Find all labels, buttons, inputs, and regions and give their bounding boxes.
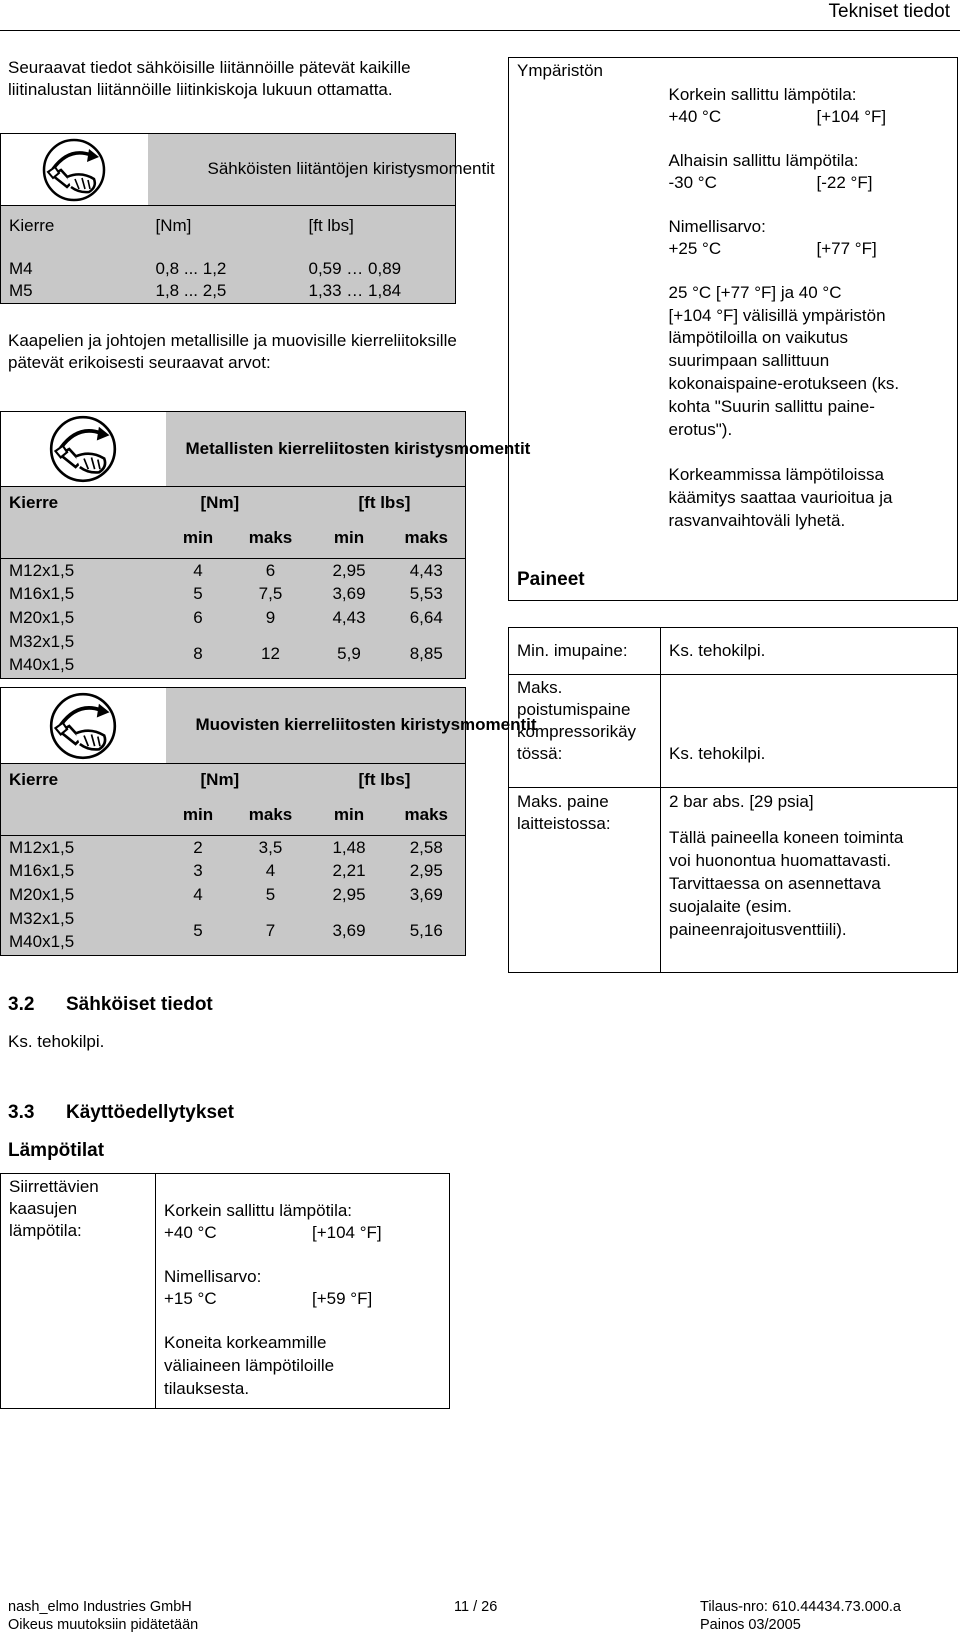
gas-max-label: Korkein sallittu lämpötila: xyxy=(164,1201,353,1220)
ambient-label: Ympäristön xyxy=(509,58,661,543)
ambient-note-2: Korkeammissa lämpötiloissa käämitys saattaa vaurioitua ja rasvanvaihtoväli lyhetä. xyxy=(668,465,893,530)
ambient-note-1: 25 °C [+77 °F] ja 40 °C [+104 °F] välisillä ympäristön lämpötiloilla on vaikutus suurimpaan sallittuun kokonaispaine-erotukseen (ks. kohta "Suurin sallittu paine- erotus"). xyxy=(668,282,900,440)
table-row: M12x1,5 2 3,5 1,48 2,58 xyxy=(1,836,466,860)
col-nm: [Nm] xyxy=(166,764,311,796)
temps-heading: Lämpötilat xyxy=(8,1140,105,1161)
plastic-torque-title: Muovisten kierreliitosten kiristysmomentit xyxy=(166,688,466,764)
col-thread: Kierre xyxy=(1,764,166,796)
col-nm: [Nm] xyxy=(166,487,311,519)
max-system-label: Maks. paine laitteistossa: xyxy=(509,788,661,973)
torque-icon-cell xyxy=(1,134,148,206)
wrench-hand-icon xyxy=(43,414,123,484)
gas-temp-values xyxy=(156,1174,450,1408)
header-rule xyxy=(0,30,960,31)
section-3-2-text: Ks. tehokilpi. xyxy=(8,1032,105,1051)
footer-left xyxy=(8,1598,198,1634)
metal-torque-table xyxy=(0,411,531,679)
min-suction-value: Ks. tehokilpi. xyxy=(661,628,958,675)
torque-icon-cell xyxy=(1,412,166,487)
gas-nom-f: [+59 °F] xyxy=(312,1289,373,1309)
col-thread: Kierre xyxy=(1,487,166,519)
pressures-title: Paineet xyxy=(509,543,661,601)
col-ftlbs: [ft lbs] xyxy=(311,764,466,796)
min-suction-label: Min. imupaine: xyxy=(509,628,661,675)
wrench-hand-icon xyxy=(39,137,109,203)
gas-temp-label: Siirrettävien kaasujen lämpötila: xyxy=(1,1174,156,1408)
electrical-torque-table xyxy=(0,133,495,304)
pressures-table xyxy=(508,627,958,973)
sub-min: min xyxy=(333,528,365,548)
intro2-paragraph: Kaapelien ja johtojen metallisille ja muovisille kierreliitoksille pätevät erikoisesti seuraavat arvot: xyxy=(8,331,457,373)
sub-max: maks xyxy=(248,805,293,825)
max-system-value: 2 bar abs. [29 psia] Tällä paineella koneen toiminta voi huonontua huomattavasti. Tarvittaessa on asennettava suojalaite (esim. paineenrajoitusventtiili). xyxy=(661,788,958,973)
footer-edition: Painos 03/2005 xyxy=(700,1617,801,1634)
ambient-min-c: -30 °C xyxy=(668,173,717,193)
ambient-max-f: [+104 °F] xyxy=(816,107,887,127)
sub-min: min xyxy=(333,805,365,825)
wrench-hand-icon xyxy=(43,691,123,761)
table-row: M16x1,5 5 7,5 3,69 5,53 xyxy=(1,583,466,607)
max-discharge-label: Maks. poistumispaine kompressorikäy tössä: xyxy=(509,675,661,788)
table-row: M4 0,8 ... 1,2 0,59 … 0,89 xyxy=(1,258,456,280)
sub-min: min xyxy=(182,528,214,548)
gas-max-c: +40 °C xyxy=(164,1223,217,1243)
col-ftlbs: [ft lbs] xyxy=(301,206,456,246)
gas-nom-c: +15 °C xyxy=(164,1289,217,1309)
sub-max: maks xyxy=(248,528,293,548)
intro-paragraph: Seuraavat tiedot sähköisille liitännöille pätevät kaikille liitinalustan liitännöille liitinkiskoja lukuun ottamatta. xyxy=(8,58,411,100)
torque-icon-cell xyxy=(1,688,166,764)
max-system-note: Tällä paineella koneen toiminta voi huonontua huomattavasti. Tarvittaessa on asennettava suojalaite (esim. paineenrajoitusventtiili). xyxy=(669,828,904,939)
ambient-min-f: [-22 °F] xyxy=(816,173,873,193)
ambient-min-label: Alhaisin sallittu lämpötila: xyxy=(668,151,859,171)
col-thread: Kierre xyxy=(1,206,148,246)
gas-nom-label: Nimellisarvo: xyxy=(164,1267,262,1287)
ambient-nom-f: [+77 °F] xyxy=(816,239,877,259)
footer-right xyxy=(700,1598,901,1634)
max-discharge-value: Ks. tehokilpi. xyxy=(661,675,958,788)
table-row: M20x1,5 4 5 2,95 3,69 xyxy=(1,884,466,908)
col-ftlbs: [ft lbs] xyxy=(311,487,466,519)
ambient-table xyxy=(508,57,958,601)
ambient-max-label: Korkein sallittu lämpötila: xyxy=(668,85,857,104)
col-nm: [Nm] xyxy=(148,206,301,246)
table-row: M16x1,5 3 4 2,21 2,95 xyxy=(1,860,466,884)
ambient-nom-c: +25 °C xyxy=(668,239,722,259)
footer-page: 11 / 26 xyxy=(454,1599,498,1615)
table-row: M32x1,5 M40x1,5 5 7 3,69 5,16 xyxy=(1,908,466,956)
section-3-2-heading: 3.2 Sähköiset tiedot xyxy=(8,994,213,1015)
plastic-torque-table xyxy=(0,687,537,956)
metal-torque-title: Metallisten kierreliitosten kiristysmomentit xyxy=(166,412,466,487)
footer-order: Tilaus-nro: 610.44434.73.000.a xyxy=(700,1599,901,1615)
sub-max: maks xyxy=(388,519,466,559)
footer-company: nash_elmo Industries GmbH xyxy=(8,1599,192,1615)
table-row: M32x1,5 M40x1,5 8 12 5,9 8,85 xyxy=(1,631,466,679)
ambient-max-c: +40 °C xyxy=(668,107,722,127)
section-3-3-heading: 3.3 Käyttöedellytykset xyxy=(8,1102,234,1123)
electrical-torque-title: Sähköisten liitäntöjen kiristysmomentit xyxy=(148,134,456,206)
table-row: M20x1,5 6 9 4,43 6,64 xyxy=(1,607,466,631)
sub-max: maks xyxy=(388,796,466,836)
gas-temperature-table xyxy=(0,1173,450,1409)
gas-temp-note: Koneita korkeammille väliaineen lämpötiloille tilauksesta. xyxy=(164,1333,335,1399)
sub-min: min xyxy=(182,805,214,825)
ambient-nom-label: Nimellisarvo: xyxy=(668,217,766,237)
ambient-values xyxy=(661,58,958,543)
gas-max-f: [+104 °F] xyxy=(312,1223,382,1243)
table-row: M5 1,8 ... 2,5 1,33 … 1,84 xyxy=(1,280,456,304)
header-title: Tekniset tiedot xyxy=(828,1,950,22)
table-row: M12x1,5 4 6 2,95 4,43 xyxy=(1,559,466,583)
footer-rights: Oikeus muutoksiin pidätetään xyxy=(8,1617,199,1634)
